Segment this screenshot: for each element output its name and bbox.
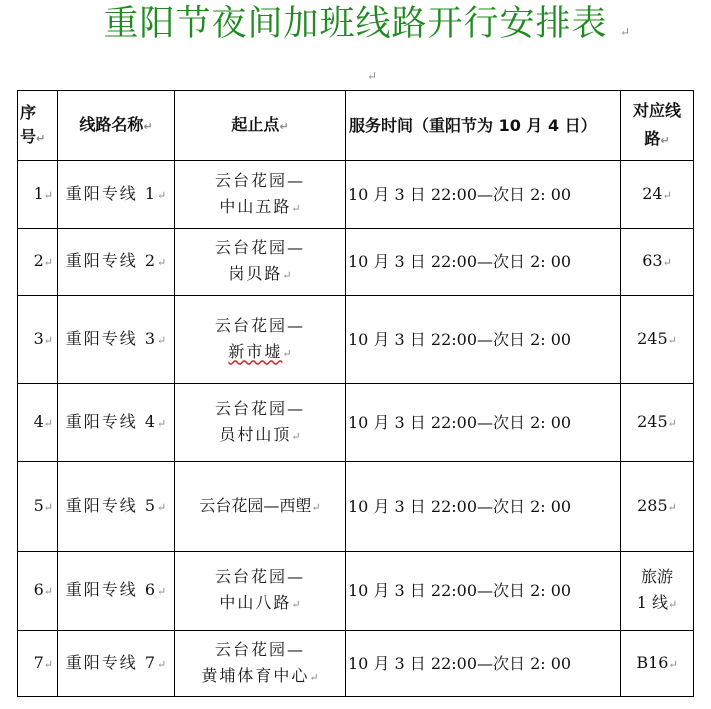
paragraph-mark-icon: ↵ xyxy=(662,256,672,269)
paragraph-mark-icon: ↵ xyxy=(157,500,167,514)
cell-route xyxy=(621,161,694,229)
route-name-text: 重阳专线 6 xyxy=(65,580,158,599)
route-name-text: 重阳专线 3 xyxy=(65,328,158,348)
cell-seq xyxy=(18,384,58,462)
paragraph-mark-icon: ↵ xyxy=(157,256,167,269)
seq-text: 3 xyxy=(33,328,44,348)
cell-stops xyxy=(175,161,346,229)
cell-seq xyxy=(18,161,58,229)
header-seq-line1: 序 xyxy=(20,102,37,122)
seq-text: 7 xyxy=(33,652,44,672)
header-seq-line2: 号 xyxy=(20,126,37,146)
seq-text: 5 xyxy=(33,495,44,515)
document-title xyxy=(0,2,711,46)
cell-service-time xyxy=(346,229,621,296)
paragraph-mark-icon: ↵ xyxy=(668,598,678,611)
route-text: 旅游 xyxy=(640,567,673,586)
stops-line2: 员村山顶 xyxy=(219,424,292,444)
table-row xyxy=(18,296,694,384)
stops-line2: 中山八路 xyxy=(219,593,292,612)
stops-line2: 岗贝路 xyxy=(228,264,283,283)
paragraph-mark-icon: ↵ xyxy=(282,346,292,360)
stops-line1: 云台花园— xyxy=(214,170,305,190)
stops-line2: 新市墟 xyxy=(228,341,283,361)
cell-service-time xyxy=(346,631,621,697)
schedule-table xyxy=(17,90,694,697)
paragraph-mark-icon: ↵ xyxy=(309,670,319,684)
cell-service-time xyxy=(346,296,621,384)
header-stops xyxy=(175,91,346,161)
cell-route xyxy=(621,462,694,552)
cell-stops xyxy=(175,462,346,552)
route-text: 63 xyxy=(642,251,663,270)
stops-line1: 云台花园— xyxy=(214,238,305,257)
cell-service-time xyxy=(346,462,621,552)
cell-service-time xyxy=(346,384,621,462)
paragraph-mark-icon: ↵ xyxy=(620,25,631,39)
cell-stops xyxy=(175,552,346,631)
table-row xyxy=(18,161,694,229)
header-service-time xyxy=(346,91,621,161)
route-name-text: 重阳专线 7 xyxy=(65,652,158,672)
paragraph-mark-icon: ↵ xyxy=(36,131,46,145)
route-text: B16 xyxy=(636,652,669,672)
cell-route-name xyxy=(58,384,175,462)
route-name-text: 重阳专线 5 xyxy=(65,495,158,515)
paragraph-mark-icon: ↵ xyxy=(367,69,378,83)
paragraph-mark-icon: ↵ xyxy=(43,500,53,514)
paragraph-mark-icon: ↵ xyxy=(667,333,677,347)
header-seq xyxy=(18,91,58,161)
paragraph-mark-icon: ↵ xyxy=(157,585,167,598)
cell-route-name xyxy=(58,631,175,697)
table-row xyxy=(18,552,694,631)
route-name-text: 重阳专线 4 xyxy=(65,411,158,431)
cell-route-name xyxy=(58,229,175,296)
cell-seq xyxy=(18,462,58,552)
paragraph-mark-icon: ↵ xyxy=(43,657,53,671)
cell-route-name xyxy=(58,296,175,384)
service-time-text: 10 月 3 日 22:00—次日 2: 00 xyxy=(348,412,572,432)
header-service-time-text: 服务时间（重阳节为 10 月 4 日） xyxy=(349,115,597,135)
paragraph-mark-icon: ↵ xyxy=(157,333,167,347)
cell-route-name xyxy=(58,552,175,631)
paragraph-mark-icon: ↵ xyxy=(291,201,301,215)
paragraph-mark-icon: ↵ xyxy=(660,133,670,147)
document-title-text: 重阳节夜间加班线路开行安排表 xyxy=(103,4,608,44)
cell-seq xyxy=(18,552,58,631)
cell-seq xyxy=(18,229,58,296)
stops-line1: 云台花园— xyxy=(214,639,305,659)
seq-text: 6 xyxy=(33,580,44,599)
paragraph-mark-icon: ↵ xyxy=(282,269,292,282)
service-time-text: 10 月 3 日 22:00—次日 2: 00 xyxy=(348,184,572,204)
stops-line1: 云台花园— xyxy=(214,398,305,418)
cell-route-name xyxy=(58,462,175,552)
service-time-text: 10 月 3 日 22:00—次日 2: 00 xyxy=(348,252,572,271)
header-row xyxy=(18,91,694,161)
route-name-text: 重阳专线 2 xyxy=(65,251,158,270)
cell-route-name xyxy=(58,161,175,229)
stops-line1: 云台花园—西塱 xyxy=(199,495,312,515)
cell-stops xyxy=(175,384,346,462)
stops-line1: 云台花园— xyxy=(214,315,305,335)
cell-stops xyxy=(175,229,346,296)
route-text: 245 xyxy=(637,411,668,431)
seq-text: 4 xyxy=(33,411,44,431)
service-time-text: 10 月 3 日 22:00—次日 2: 00 xyxy=(348,496,572,516)
cell-route xyxy=(621,384,694,462)
cell-route xyxy=(621,296,694,384)
table-row xyxy=(18,384,694,462)
stops-line2: 中山五路 xyxy=(219,196,292,216)
paragraph-mark-icon: ↵ xyxy=(662,188,672,202)
service-time-text: 10 月 3 日 22:00—次日 2: 00 xyxy=(348,581,572,600)
service-time-text: 10 月 3 日 22:00—次日 2: 00 xyxy=(348,653,572,673)
header-stops-text: 起止点 xyxy=(231,114,280,134)
header-route-line2: 路 xyxy=(644,128,661,148)
route-text: 245 xyxy=(637,328,668,348)
paragraph-mark-icon: ↵ xyxy=(157,416,167,430)
route-text: 24 xyxy=(642,183,663,203)
paragraph-mark-icon: ↵ xyxy=(43,585,53,598)
header-route-name xyxy=(58,91,175,161)
header-route-name-text: 线路名称 xyxy=(79,114,144,134)
cell-seq xyxy=(18,631,58,697)
table-row xyxy=(18,229,694,296)
cell-seq xyxy=(18,296,58,384)
header-route xyxy=(621,91,694,161)
cell-service-time xyxy=(346,161,621,229)
paragraph-mark-icon: ↵ xyxy=(667,416,677,430)
route-name-text: 重阳专线 1 xyxy=(65,183,158,203)
cell-route xyxy=(621,229,694,296)
paragraph-mark-icon: ↵ xyxy=(43,256,53,269)
table-row xyxy=(18,462,694,552)
seq-text: 1 xyxy=(33,183,44,203)
paragraph-mark-icon: ↵ xyxy=(43,333,53,347)
service-time-text: 10 月 3 日 22:00—次日 2: 00 xyxy=(348,329,572,349)
cell-route xyxy=(621,631,694,697)
cell-service-time xyxy=(346,552,621,631)
paragraph-mark-icon: ↵ xyxy=(157,657,167,671)
seq-text: 2 xyxy=(33,251,44,270)
paragraph-mark-icon: ↵ xyxy=(279,119,289,133)
route-text: 285 xyxy=(637,495,668,515)
route-text-line2: 1 线 xyxy=(636,593,669,612)
paragraph-mark-icon: ↵ xyxy=(143,119,153,133)
paragraph-mark-icon: ↵ xyxy=(668,657,678,671)
paragraph-mark-icon: ↵ xyxy=(667,500,677,514)
stops-line1: 云台花园— xyxy=(214,567,305,586)
paragraph-mark-icon: ↵ xyxy=(291,598,301,611)
paragraph-mark-icon: ↵ xyxy=(311,500,321,514)
paragraph-mark-icon: ↵ xyxy=(43,188,53,202)
paragraph-mark-icon: ↵ xyxy=(291,429,301,443)
paragraph-mark-icon: ↵ xyxy=(43,416,53,430)
cell-stops xyxy=(175,296,346,384)
paragraph-mark-icon: ↵ xyxy=(157,188,167,202)
table-row xyxy=(18,631,694,697)
cell-stops xyxy=(175,631,346,697)
header-route-line1: 对应线 xyxy=(632,100,681,120)
stops-line2: 黄埔体育中心 xyxy=(201,665,310,685)
cell-route xyxy=(621,552,694,631)
